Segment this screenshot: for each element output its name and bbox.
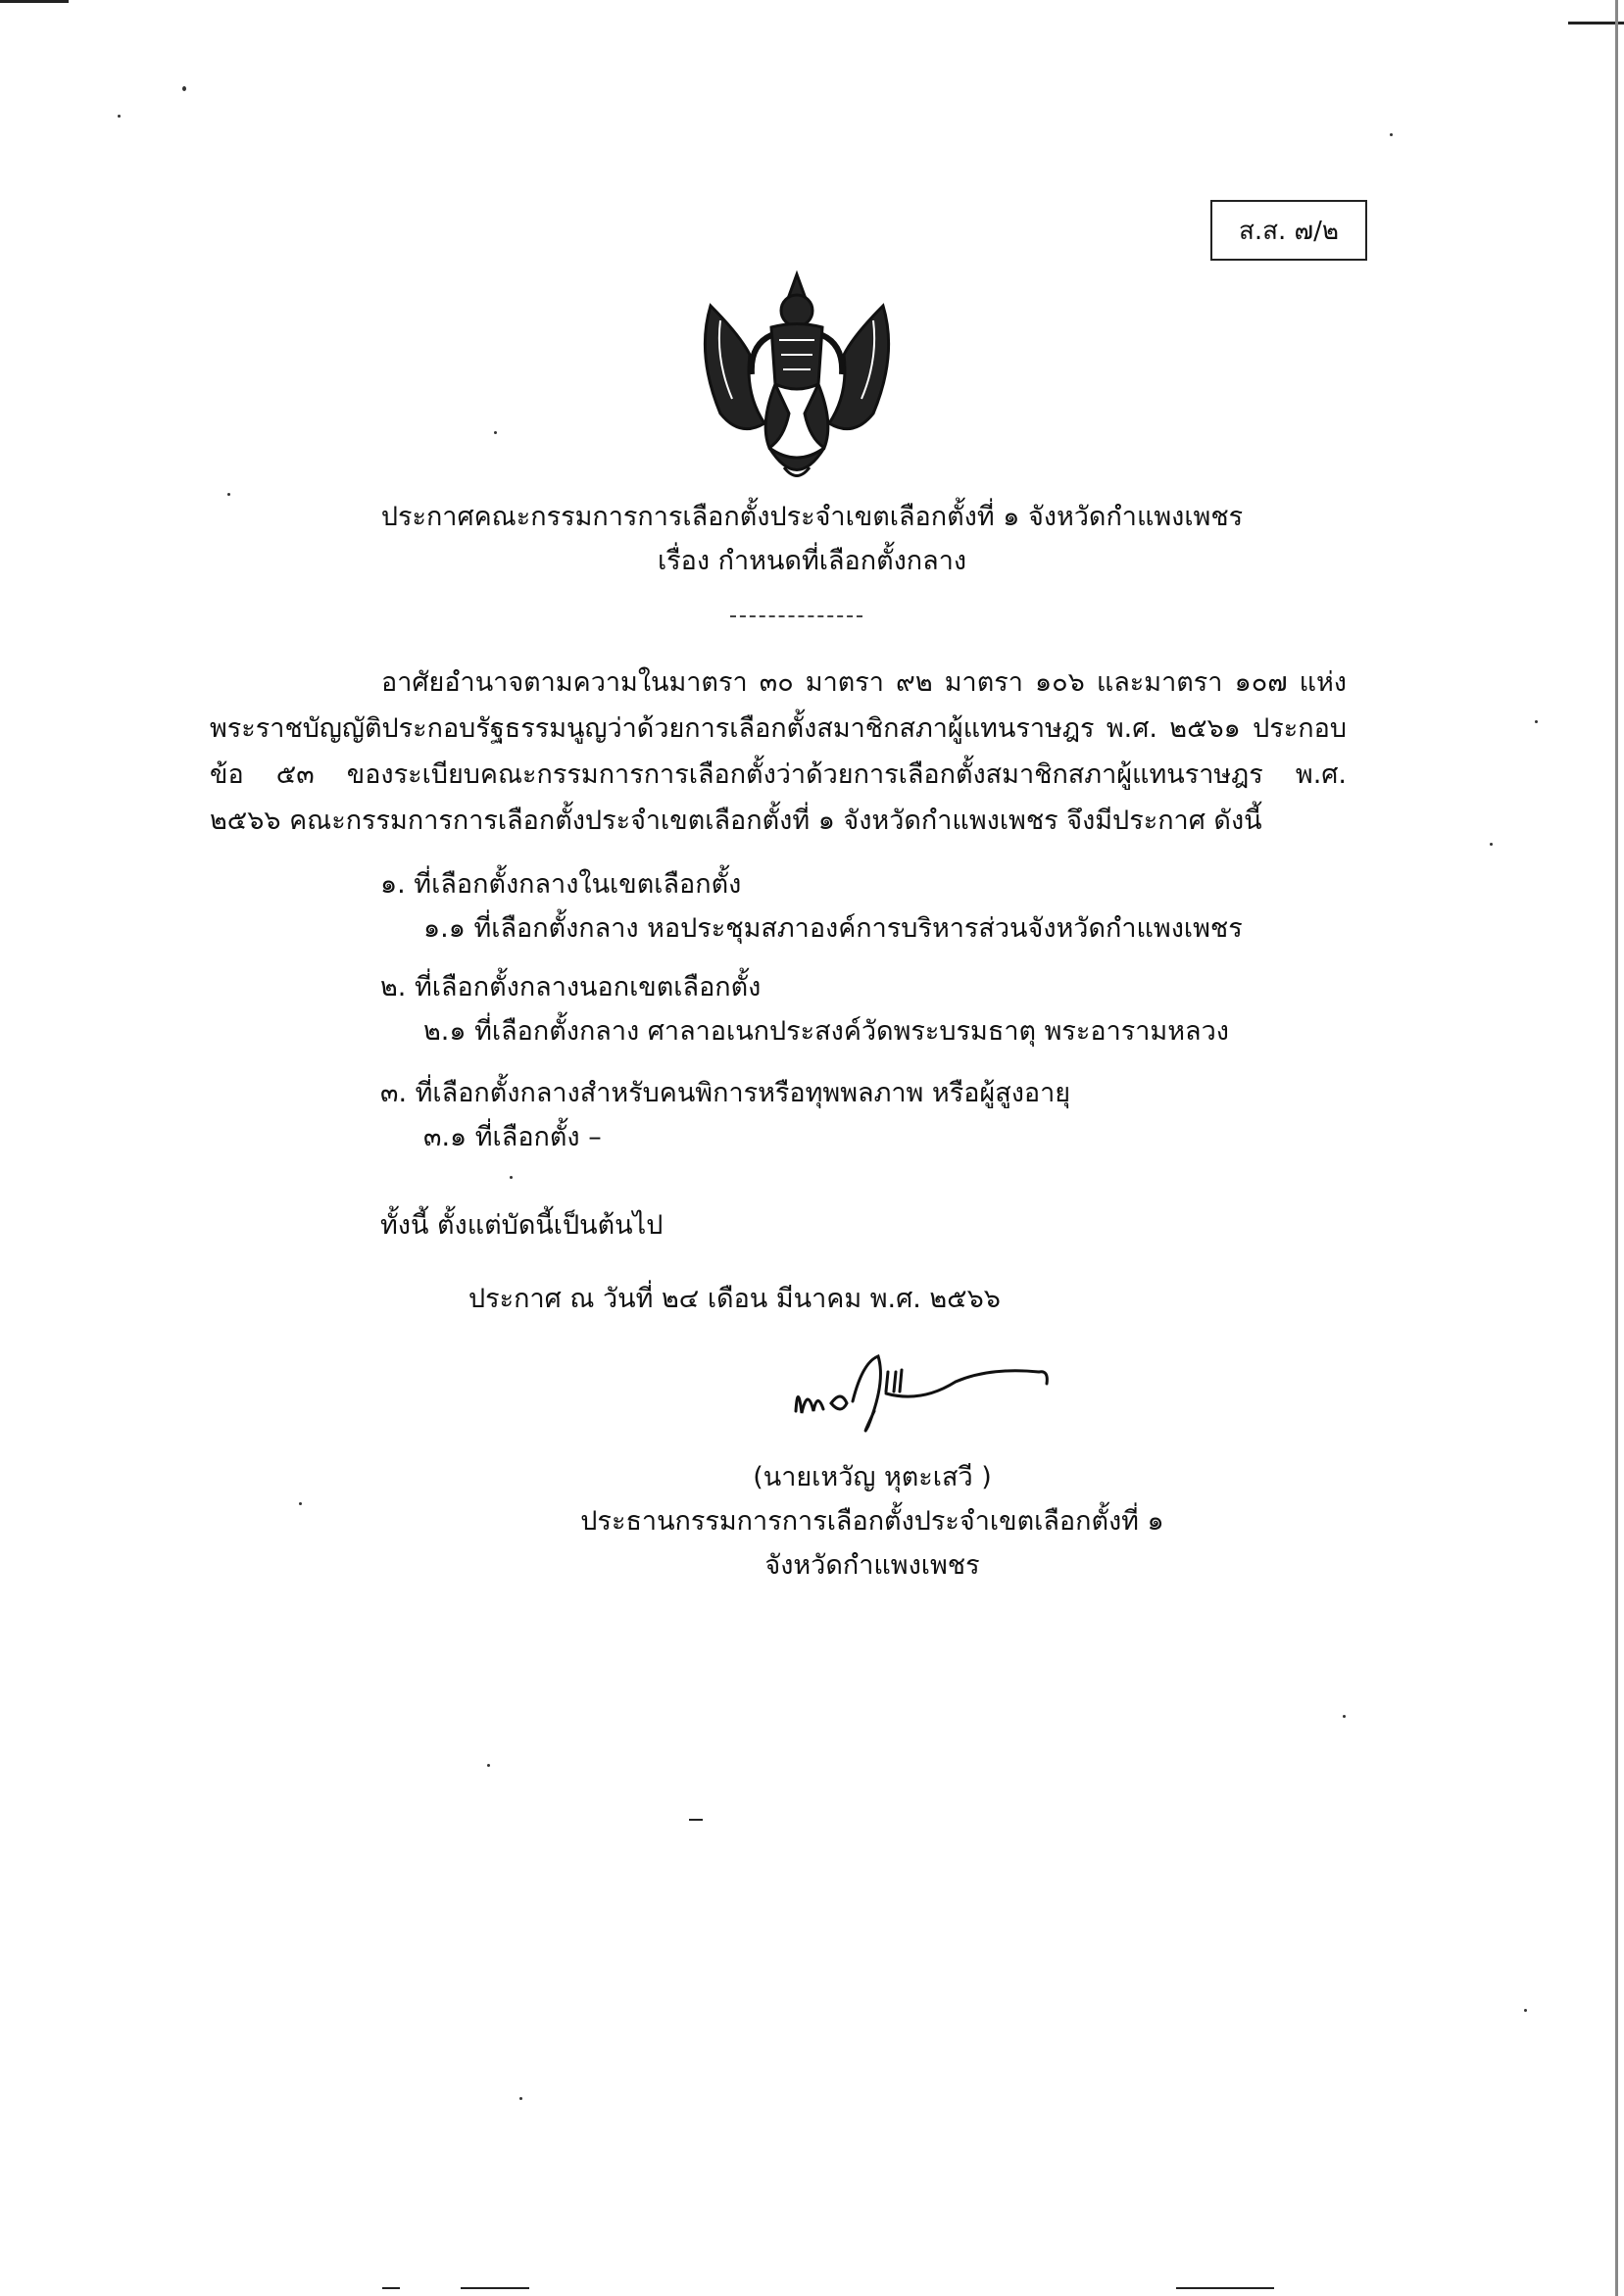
signatory-province: จังหวัดกำแพงเพชร bbox=[764, 1550, 980, 1581]
scan-edge-line bbox=[1615, 0, 1618, 2296]
handwritten-signature bbox=[784, 1343, 1058, 1450]
scan-speck bbox=[519, 2097, 522, 2100]
scan-speck bbox=[487, 1764, 490, 1767]
scan-dash bbox=[382, 2287, 400, 2289]
item-heading-3: ๓. ที่เลือกตั้งกลางสำหรับคนพิการหรือทุพพลภาพ หรือผู้สูงอายุ bbox=[380, 1078, 1071, 1108]
garuda-emblem-icon bbox=[691, 267, 903, 490]
scan-speck bbox=[1490, 843, 1493, 846]
effective-statement: ทั้งนี้ ตั้งแต่บัดนี้เป็นต้นไป bbox=[380, 1210, 664, 1241]
scan-speck bbox=[1390, 133, 1393, 136]
item-heading-2: ๒. ที่เลือกตั้งกลางนอกเขตเลือกตั้ง bbox=[380, 972, 762, 1002]
scan-edge-mark bbox=[0, 0, 69, 3]
form-code-label: ส.ส. ๗/๒ bbox=[1239, 216, 1339, 246]
scan-dash bbox=[461, 2287, 529, 2289]
item-sub-1: ๑.๑ ที่เลือกตั้งกลาง หอประชุมสภาองค์การบริหารส่วนจังหวัดกำแพงเพชร bbox=[423, 913, 1243, 944]
form-code-box bbox=[1210, 200, 1367, 261]
announcement-subject: เรื่อง กำหนดที่เลือกตั้งกลาง bbox=[657, 546, 967, 576]
preamble-paragraph: อาศัยอำนาจตามความในมาตรา ๓๐ มาตรา ๙๒ มาตรา ๑๐๖ และมาตรา ๑๐๗ แห่งพระราชบัญญัติประกอบรัฐธรรมนูญว่าด้วยการเลือกตั้งสมาชิกสภาผู้แทนราษฎร พ.ศ. ๒๕๖๑ ประกอบข้อ ๕๓ ของระเบียบคณะกรรมการการเลือกตั้งว่าด้วยการเลือกตั้งสมาชิกสภาผู้แทนราษฎร พ.ศ. ๒๕๖๖ คณะกรรมการการเลือกตั้งประจำเขตเลือกตั้งที่ ๑ จังหวัดกำแพงเพชร จึงมีประกาศ ดังนี้ bbox=[210, 667, 1347, 836]
scan-speck bbox=[494, 431, 497, 434]
announcement-title: ประกาศคณะกรรมการการเลือกตั้งประจำเขตเลือกตั้งที่ ๑ จังหวัดกำแพงเพชร bbox=[380, 502, 1244, 532]
scan-speck bbox=[1535, 720, 1538, 723]
announcement-date: ประกาศ ณ วันที่ ๒๔ เดือน มีนาคม พ.ศ. ๒๕๖๖ bbox=[468, 1284, 1001, 1314]
scan-dash bbox=[1176, 2287, 1274, 2289]
scan-speck bbox=[299, 1502, 302, 1505]
signatory-name: (นายเหวัญ หุตะเสวี ) bbox=[753, 1462, 992, 1492]
item-sub-2: ๒.๑ ที่เลือกตั้งกลาง ศาลาอเนกประสงค์วัดพระบรมธาตุ พระอารามหลวง bbox=[423, 1016, 1229, 1047]
scan-speck bbox=[510, 1176, 513, 1179]
signatory-position: ประธานกรรมการการเลือกตั้งประจำเขตเลือกตั้งที่ ๑ bbox=[580, 1506, 1164, 1537]
scan-speck bbox=[1524, 2009, 1527, 2012]
title-divider bbox=[730, 615, 862, 617]
scan-speck bbox=[118, 115, 121, 118]
scan-dash bbox=[689, 1819, 703, 1821]
item-sub-3: ๓.๑ ที่เลือกตั้ง – bbox=[423, 1122, 602, 1152]
scan-speck bbox=[1343, 1715, 1346, 1718]
scan-speck bbox=[182, 86, 186, 91]
item-heading-1: ๑. ที่เลือกตั้งกลางในเขตเลือกตั้ง bbox=[380, 869, 742, 900]
